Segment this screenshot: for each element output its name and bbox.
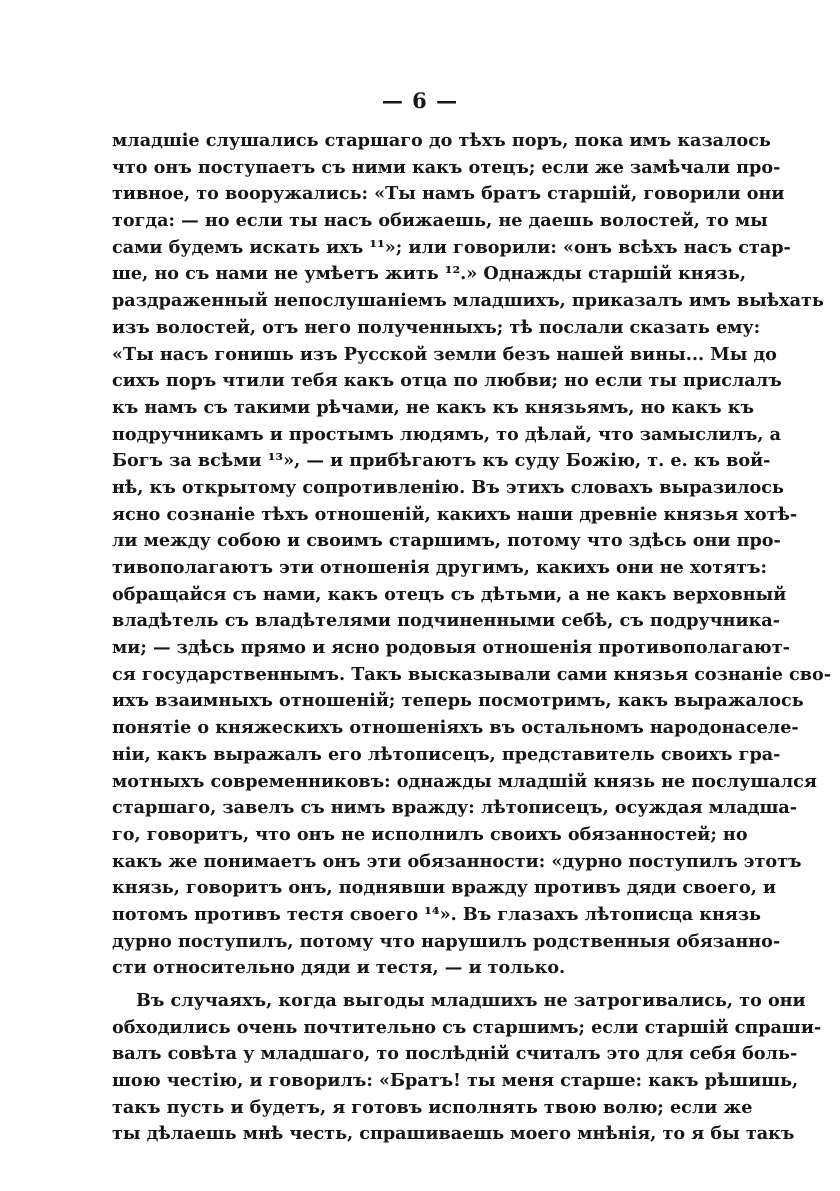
text-line: «Ты насъ гонишь изъ Русской земли безъ нашей вины... Мы до: [112, 343, 777, 365]
text-line: князь, говоритъ онъ, поднявши вражду противъ дяди своего, и: [112, 877, 777, 899]
text-line: раздраженный непослушаніемъ младшихъ, приказалъ имъ выѣхать: [112, 290, 824, 312]
text-line: обходились очень почтительно съ старшимъ; если старшій спраши-: [112, 1016, 822, 1038]
text-line: шою честію, и говорилъ: «Братъ! ты меня старше: какъ рѣшишь,: [112, 1070, 799, 1092]
text-line: сами будемъ искать ихъ ¹¹»; или говорили: «онъ всѣхъ насъ стар-: [112, 236, 791, 258]
paragraph-1: [112, 128, 832, 982]
text-line: младшіе слушались старшаго до тѣхъ поръ, пока имъ казалось: [112, 130, 771, 151]
text-line: потомъ противъ тестя своего ¹⁴». Въ глазахъ лѣтописца князь: [112, 903, 762, 925]
text-line: мотныхъ современниковъ: однажды младшій князь не послушался: [112, 770, 817, 792]
text-line: такъ пусть и будетъ, я готовъ исполнять твою волю; если же: [112, 1096, 753, 1118]
text-line: тогда: — но если ты насъ обижаешь, не даешь волостей, то мы: [112, 210, 768, 232]
text-line: дурно поступилъ, потому что нарушилъ родственныя обязанно-: [112, 930, 781, 952]
text-line: къ намъ съ такими рѣчами, не какъ къ князьямъ, но какъ къ: [112, 396, 754, 418]
page-number: — 6 —: [381, 88, 459, 113]
text-line: обращайся съ нами, какъ отецъ съ дѣтьми, а не какъ верховный: [112, 583, 787, 605]
text-line: тивное, то вооружались: «Ты намъ братъ старшій, говорили они: [112, 183, 785, 205]
text-line: старшаго, завелъ съ нимъ вражду: лѣтописецъ, осуждая младша-: [112, 797, 798, 819]
text-line: ми; — здѣсь прямо и ясно родовыя отношенія противополагают-: [112, 637, 790, 659]
body-text: [112, 128, 832, 1148]
text-line: ше, но съ нами не умѣетъ жить ¹².» Однажды старшій князь,: [112, 263, 746, 285]
text-line: ся государственнымъ. Такъ высказывали сами князья сознаніе сво-: [112, 663, 832, 685]
text-line: тивополагаютъ эти отношенія другимъ, какихъ они не хотятъ:: [112, 557, 768, 578]
text-line: ихъ взаимныхъ отношеній; теперь посмотримъ, какъ выражалось: [112, 690, 804, 712]
text-line: подручникамъ и простымъ людямъ, то дѣлай, что замыслилъ, а: [112, 423, 782, 445]
text-line: владѣтель съ владѣтелями подчиненными себѣ, съ подручника-: [112, 610, 781, 632]
text-line: ты дѣлаешь мнѣ честь, спрашиваешь моего мнѣнія, то я бы такъ: [112, 1123, 795, 1145]
paragraph-2: [112, 988, 822, 1148]
text-line: валъ совѣта у младшаго, то послѣдній считалъ это для себя боль-: [112, 1043, 798, 1065]
text-line: понятіе о княжескихъ отношеніяхъ въ остальномъ народонаселе-: [112, 717, 799, 739]
text-line: какъ же понимаетъ онъ эти обязанности: «дурно поступилъ этотъ: [112, 850, 802, 872]
text-line: ясно сознаніе тѣхъ отношеній, какихъ наши древніе князья хотѣ-: [112, 503, 798, 525]
text-line: ли между собою и своимъ старшимъ, потому что здѣсь они про-: [112, 530, 781, 552]
text-line: Богъ за всѣми ¹³», — и прибѣгаютъ къ суду Божію, т. е. къ вой-: [112, 450, 771, 472]
text-line: Въ случаяхъ, когда выгоды младшихъ не затрогивались, то они: [136, 990, 806, 1011]
text-line: сти относительно дяди и тестя, — и только.: [112, 957, 566, 979]
text-line: ніи, какъ выражалъ его лѣтописецъ, представитель своихъ гра-: [112, 743, 781, 765]
text-line: изъ волостей, отъ него полученныхъ; тѣ послали сказать ему:: [112, 316, 761, 338]
text-line: что онъ поступаетъ съ ними какъ отецъ; если же замѣчали про-: [112, 156, 781, 178]
text-line: го, говоритъ, что онъ не исполнилъ своихъ обязанностей; но: [112, 823, 748, 845]
text-line: нѣ, къ открытому сопротивленію. Въ этихъ словахъ выразилось: [112, 476, 784, 498]
text-line: сихъ поръ чтили тебя какъ отца по любви; но если ты прислалъ: [112, 370, 782, 392]
